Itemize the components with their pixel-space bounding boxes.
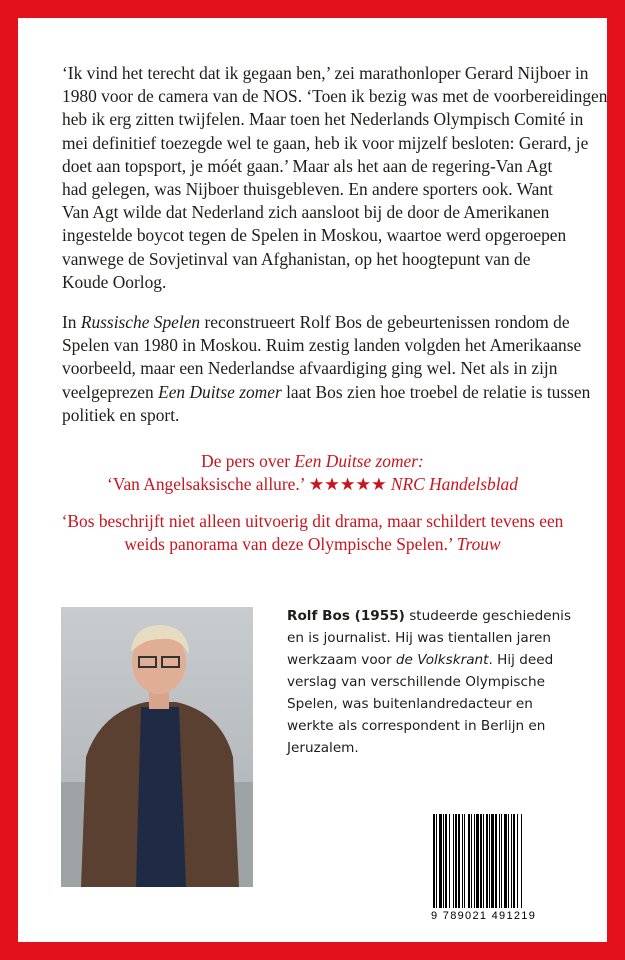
text-segment: werkzaam voor — [287, 652, 396, 668]
text-segment: In — [62, 312, 81, 332]
text-segment: Koude Oorlog. — [62, 271, 167, 292]
barcode-bar — [445, 814, 447, 908]
text-segment: De pers over — [201, 451, 295, 471]
text-line — [62, 85, 608, 108]
barcode-bar — [486, 814, 488, 908]
barcode-bar — [471, 814, 472, 908]
barcode-bar — [433, 814, 435, 908]
text-line — [62, 108, 582, 131]
text-segment: NOS — [262, 86, 298, 107]
author-photo — [61, 607, 253, 887]
text-line — [62, 248, 582, 271]
text-line — [62, 404, 582, 427]
text-segment: doet aan topsport, je móét gaan.’ Maar als het aan de regering-Van Agt — [62, 155, 553, 176]
barcode-bar — [480, 814, 482, 908]
text-segment: heb ik erg zitten twijfelen. Maar toen het Nederlands Olympisch Comité in — [62, 109, 584, 130]
text-segment: . Hij deed — [488, 652, 554, 668]
text-segment: politiek en sport. — [62, 404, 180, 425]
text-line — [62, 311, 582, 334]
blurb-paragraph-1 — [62, 62, 608, 294]
text-segment: Een Duitse zomer: — [294, 451, 424, 471]
text-segment: had gelegen, was Nijboer thuisgebleven. En andere sporters ook. Want — [62, 179, 553, 200]
barcode-bar — [462, 814, 463, 908]
barcode-bar — [458, 814, 460, 908]
text-segment: Jeruzalem. — [287, 740, 359, 756]
text-line — [287, 693, 587, 715]
text-segment: 1980 voor de camera van de — [62, 86, 263, 107]
text-segment: ingestelde boycot tegen de Spelen in Moskou, waartoe werd opgeroepen — [62, 225, 567, 246]
text-segment: Spelen van 1980 in Moskou. Ruim zestig landen volgden het Amerikaanse — [62, 335, 582, 356]
press-quote-trouw — [40, 510, 585, 556]
text-segment: mei definitief toezegde wel te gaan, heb ik voor mijzelf besloten: Gerard, je — [62, 132, 589, 153]
barcode-bar — [517, 814, 518, 908]
text-line — [62, 178, 582, 201]
text-line — [287, 649, 587, 671]
text-segment: studeerde geschiedenis — [404, 608, 572, 624]
text-line — [287, 737, 587, 759]
text-segment: ★★★★★ — [308, 474, 387, 494]
text-segment: Van Agt wilde dat Nederland zich aansloot bij de door de Amerikanen — [62, 202, 550, 223]
text-segment: . ‘Toen ik bezig was met de voorbereidingen — [297, 86, 608, 107]
text-segment: voorbeeld, maar een Nederlandse afvaardiging ging wel. Net als in zijn — [62, 358, 558, 379]
barcode-bar — [443, 814, 444, 908]
text-segment: verslag van verschillende Olympische — [287, 674, 545, 690]
text-segment: weids panorama van deze Olympische Spelen.’ — [124, 534, 457, 554]
isbn-barcode — [431, 814, 551, 924]
barcode-bar — [483, 814, 484, 908]
text-line — [62, 155, 582, 178]
barcode-bar — [495, 814, 497, 908]
text-segment: vanwege de Sovjetinval van Afghanistan, op het hoogtepunt van de — [62, 248, 531, 269]
barcode-bar — [511, 814, 512, 908]
text-segment: Spelen, was buitenlandredacteur en — [287, 696, 533, 712]
barcode-bar — [449, 814, 450, 908]
text-line — [62, 224, 582, 247]
text-segment: veelgeprezen — [62, 381, 159, 402]
text-line — [40, 473, 585, 496]
text-line — [62, 132, 589, 155]
barcode-bars — [431, 814, 551, 910]
press-quote-nrc — [40, 450, 585, 496]
blurb-paragraph-2 — [62, 311, 591, 427]
text-segment: laat Bos zien hoe troebel de relatie is tussen — [281, 381, 591, 402]
barcode-bar — [499, 814, 500, 908]
barcode-bar — [436, 814, 437, 908]
author-bio — [287, 605, 587, 759]
text-segment: Rolf Bos (1955) — [287, 608, 405, 624]
text-segment: Trouw — [456, 534, 501, 554]
barcode-bar — [453, 814, 454, 908]
text-segment: ‘Bos beschrijft niet alleen uitvoerig dit drama, maar schildert tevens een — [61, 511, 564, 531]
text-segment: werkte als correspondent in Berlijn en — [287, 718, 546, 734]
text-line — [62, 334, 582, 357]
text-line — [62, 271, 582, 294]
barcode-bar — [464, 814, 465, 908]
barcode-bar — [491, 814, 494, 908]
text-segment: NRC — [390, 474, 425, 494]
text-line — [287, 671, 587, 693]
barcode-bar — [504, 814, 507, 908]
barcode-bar — [489, 814, 490, 908]
text-line — [62, 62, 589, 85]
text-segment: Handelsblad — [424, 474, 518, 494]
text-line — [62, 201, 582, 224]
text-segment: de Volkskrant — [395, 652, 489, 668]
text-line — [287, 715, 587, 737]
barcode-bar — [455, 814, 457, 908]
barcode-bar — [476, 814, 479, 908]
text-line — [40, 510, 585, 533]
barcode-bar — [468, 814, 470, 908]
text-segment: Een Duitse zomer — [158, 381, 282, 402]
text-line — [62, 381, 591, 404]
text-line — [287, 605, 587, 627]
isbn-digits: 9 789021 491219 — [431, 910, 537, 922]
text-segment: ‘Ik vind het terecht dat ik gegaan ben,’ zei marathonloper Gerard Nijboer in — [62, 63, 589, 83]
text-line — [40, 533, 585, 556]
barcode-bar — [508, 814, 509, 908]
text-segment: Russische Spelen — [80, 312, 201, 332]
barcode-bar — [439, 814, 442, 908]
text-segment: en is journalist. Hij was tientallen jaren — [287, 630, 552, 646]
text-segment: reconstrueert Rolf Bos de gebeurtenissen rondom de — [200, 312, 570, 332]
text-segment: ‘Van Angelsaksische allure.’ — [107, 474, 309, 494]
barcode-bar — [513, 814, 515, 908]
author-portrait-image — [61, 607, 253, 887]
text-line — [40, 450, 585, 473]
text-line — [62, 357, 582, 380]
barcode-bar — [501, 814, 502, 908]
barcode-bar — [521, 814, 522, 908]
text-line — [287, 627, 587, 649]
barcode-bar — [474, 814, 475, 908]
